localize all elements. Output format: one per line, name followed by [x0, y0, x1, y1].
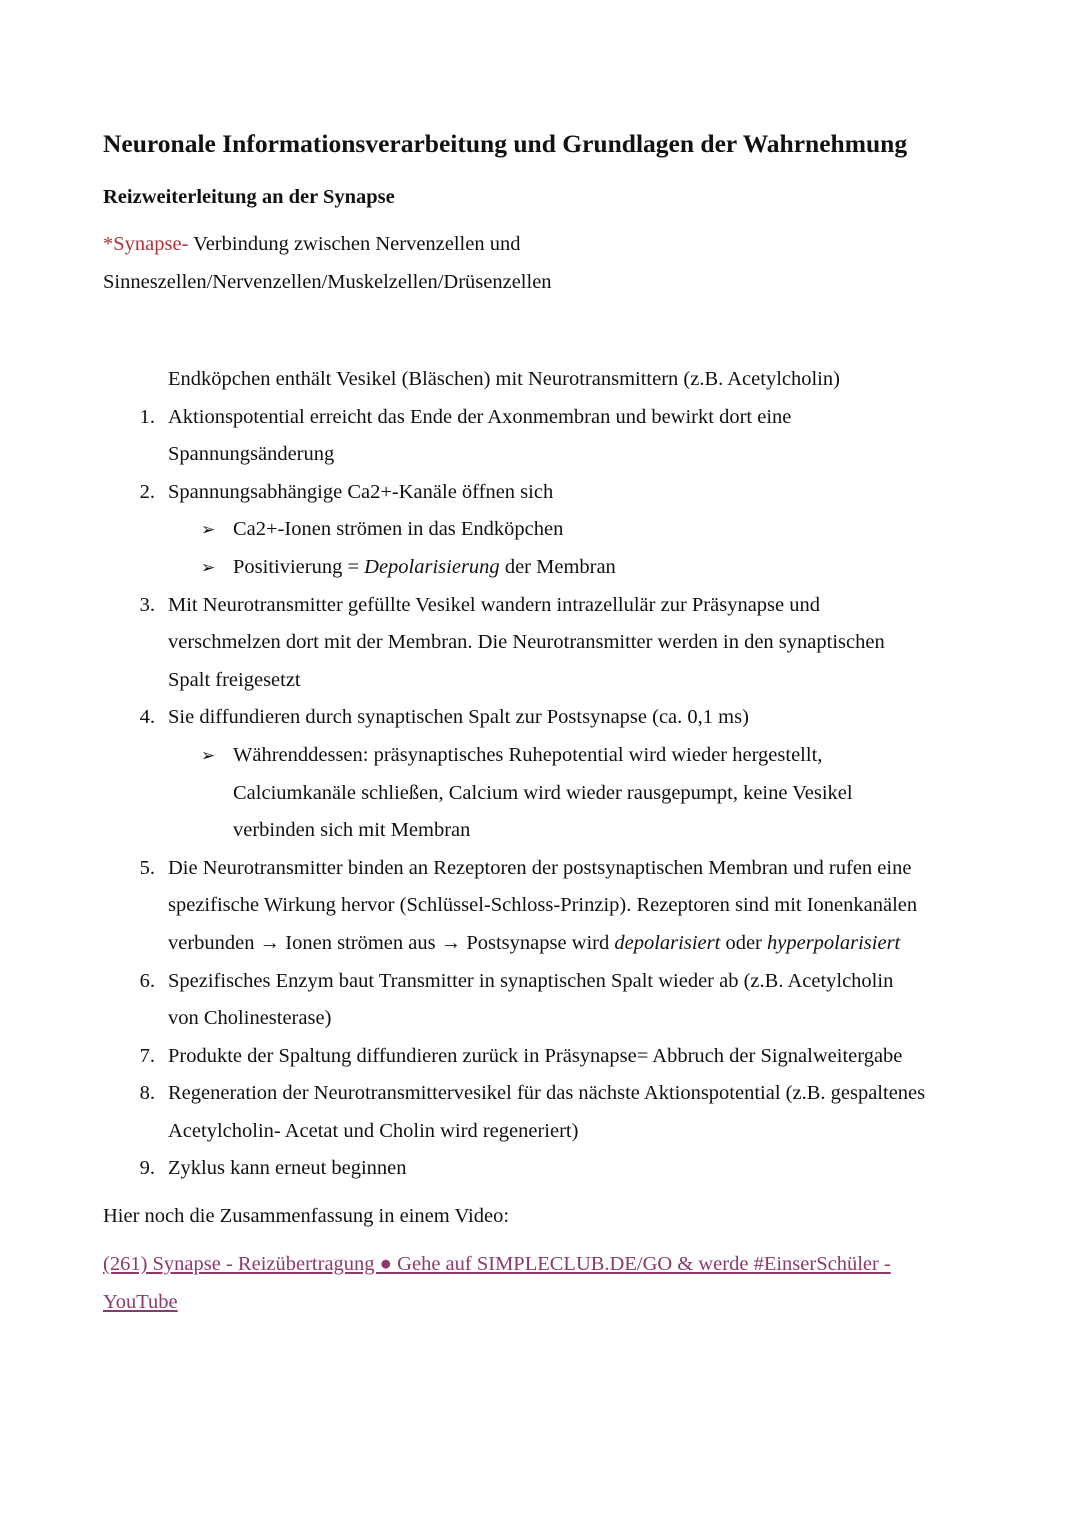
list-number: 2. [139, 480, 155, 503]
arrow-bullet-icon: ➢ [201, 745, 216, 765]
link-text-line2[interactable]: YouTube [103, 1290, 178, 1313]
intro-line: Endköpchen enthält Vesikel (Bläschen) mit Neurotransmittern (z.B. Acetylcholin) [168, 368, 840, 390]
list-item [103, 587, 1003, 625]
definition-text: Verbindung zwischen Nervenzellen und [188, 233, 521, 255]
list-text-cont: Acetylcholin- Acetat und Cholin wird regeneriert) [168, 1119, 579, 1142]
sub-bullet [103, 737, 1003, 775]
list-item [103, 850, 1003, 888]
list-number: 4. [139, 706, 155, 729]
list-text: Mit Neurotransmitter gefüllte Vesikel wandern intrazellulär zur Präsynapse und [168, 593, 821, 616]
list-item [103, 399, 1003, 437]
sub-bullet-cont: Calciumkanäle schließen, Calcium wird wieder rausgepumpt, keine Vesikel [233, 781, 853, 804]
emphasis-text: hyperpolarisiert [767, 931, 901, 954]
arrow-bullet-icon: ➢ [201, 557, 216, 577]
page-title: Neuronale Informationsverarbeitung und Grundlagen der Wahrnehmung [103, 129, 908, 158]
sub-bullet-text: Positivierung = [233, 555, 365, 578]
sub-bullet-text: Ca2+-Ionen strömen in das Endköpchen [233, 518, 564, 541]
list-number: 1. [139, 405, 155, 428]
list-text-cont: Spannungsänderung [168, 443, 335, 466]
list-text-cont: Spalt freigesetzt [168, 668, 301, 691]
definition-text-line2: Sinneszellen/Nervenzellen/Muskelzellen/Drüsenzellen [103, 270, 552, 293]
arrow-bullet-icon: ➢ [201, 520, 216, 540]
list-number: 7. [139, 1044, 155, 1067]
sub-bullet-text: Währenddessen: präsynaptisches Ruhepotential wird wieder hergestellt, [233, 743, 823, 766]
list-text: Aktionspotential erreicht das Ende der Axonmembran und bewirkt dort eine [168, 405, 792, 428]
list-item [103, 963, 1003, 1001]
list-text-cont: spezifische Wirkung hervor (Schlüssel-Schloss-Prinzip). Rezeptoren sind mit Ionenkanälen [168, 894, 918, 917]
list-text: Zyklus kann erneut beginnen [168, 1157, 407, 1180]
link-text-line1[interactable]: (261) Synapse - Reizübertragung ● Gehe auf SIMPLECLUB.DE/GO & werde #EinserSchüler - [103, 1253, 891, 1275]
list-text: verbunden → Ionen strömen aus → Postsynapse wird [168, 931, 615, 954]
video-intro: Hier noch die Zusammenfassung in einem Video: [103, 1205, 510, 1227]
list-text-cont: von Cholinesterase) [168, 1007, 332, 1030]
youtube-video-link[interactable] [103, 1246, 985, 1321]
list-text-cont: verschmelzen dort mit der Membran. Die Neurotransmitter werden in den synaptischen [168, 631, 885, 654]
list-number: 8. [139, 1082, 155, 1105]
list-item [103, 474, 1003, 512]
emphasis-text: Depolarisierung [364, 555, 500, 578]
list-item [103, 1038, 1003, 1076]
list-text: Die Neurotransmitter binden an Rezeptoren der postsynaptischen Membran und rufen eine [168, 856, 912, 879]
list-text: Spannungsabhängige Ca2+-Kanäle öffnen sich [168, 480, 554, 503]
list-number: 6. [139, 969, 155, 992]
list-text: Spezifisches Enzym baut Transmitter in synaptischen Spalt wieder ab (z.B. Acetylcholin [168, 969, 894, 992]
emphasis-text: depolarisiert [614, 931, 721, 954]
sub-bullet [103, 511, 1003, 549]
list-text: Regeneration der Neurotransmittervesikel für das nächste Aktionspotential (z.B. gespaltenes [168, 1082, 926, 1105]
sub-bullet [103, 549, 1003, 587]
process-steps [103, 361, 1003, 1188]
list-text-cont [103, 925, 1003, 963]
sub-bullet-cont: verbinden sich mit Membran [233, 819, 471, 842]
list-text: oder [720, 931, 767, 954]
synapse-definition [103, 226, 985, 301]
list-item [103, 1150, 1003, 1188]
sub-bullet-text: der Membran [499, 555, 616, 578]
definition-term: *Synapse- [103, 233, 189, 255]
list-number: 5. [139, 856, 155, 879]
section-heading: Reizweiterleitung an der Synapse [103, 186, 395, 208]
list-text: Sie diffundieren durch synaptischen Spalt zur Postsynapse (ca. 0,1 ms) [168, 706, 749, 729]
list-item [103, 699, 1003, 737]
list-number: 3. [139, 593, 155, 616]
list-text: Produkte der Spaltung diffundieren zurück in Präsynapse= Abbruch der Signalweitergabe [168, 1044, 903, 1067]
list-number: 9. [139, 1157, 155, 1180]
list-item [103, 1075, 1003, 1113]
